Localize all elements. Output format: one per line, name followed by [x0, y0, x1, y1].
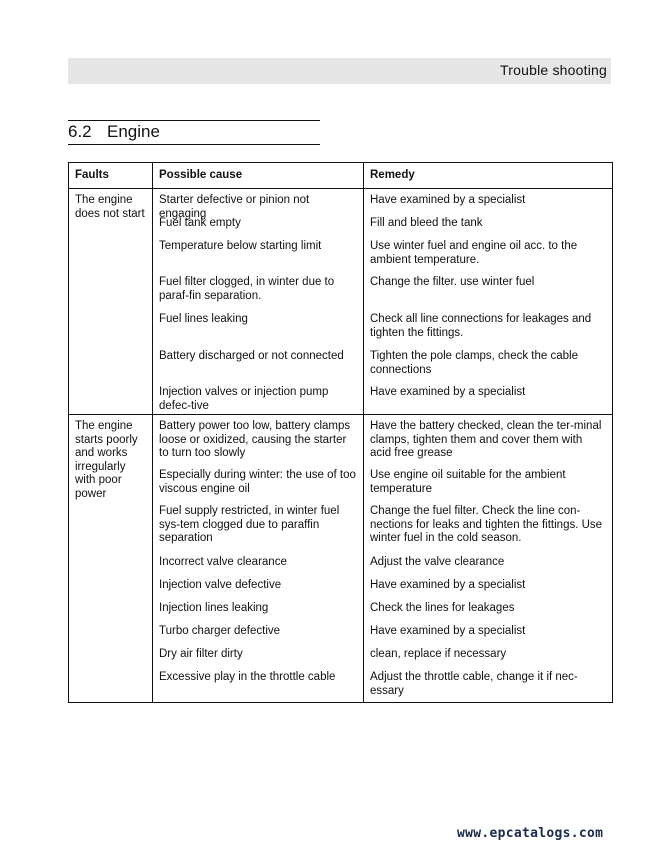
table-row: [69, 415, 613, 703]
remedy: Use engine oil suitable for the ambient temperature: [370, 469, 566, 495]
possible-cause: Injection lines leaking: [159, 602, 269, 614]
possible-cause: Fuel filter clogged, in winter due to paraf-fin separation.: [159, 276, 335, 302]
column-header-cause: Possible cause: [153, 163, 364, 189]
possible-cause: Injection valves or injection pump defec-tive: [159, 386, 329, 412]
remedy-cell: [364, 415, 613, 703]
remedy: Use winter fuel and engine oil acc. to the ambient temperature.: [370, 240, 578, 266]
possible-cause: Fuel supply restricted, in winter fuel sys-tem clogged due to paraffin separation: [159, 505, 340, 544]
remedy: Change the filter. use winter fuel: [370, 276, 535, 288]
possible-cause: Turbo charger defective: [159, 625, 281, 637]
section-number: 6.2: [68, 122, 92, 141]
table-row: [69, 189, 613, 415]
remedy: Adjust the valve clearance: [370, 556, 505, 568]
remedy: Check all line connections for leakages and tighten the fittings.: [370, 313, 592, 339]
remedy-cell: [364, 189, 613, 415]
remedy: Have examined by a specialist: [370, 625, 526, 637]
fault-cell: [69, 415, 153, 703]
column-header-remedy: Remedy: [364, 163, 613, 189]
page-header-band: [68, 58, 611, 84]
remedy: Have the battery checked, clean the ter-minal clamps, tighten them and cover them with acid free grease: [370, 420, 602, 459]
fault-text: The engine does not start: [75, 194, 145, 220]
possible-cause: Incorrect valve clearance: [159, 556, 287, 568]
possible-cause: Fuel lines leaking: [159, 313, 248, 325]
fault-cell: [69, 189, 153, 415]
possible-cause: Battery power too low, battery clamps loose or oxidized, causing the starter to turn too slowly: [159, 420, 351, 459]
section-rule-top: [68, 120, 320, 121]
section-heading: [68, 122, 160, 142]
column-header-faults: Faults: [69, 163, 153, 189]
remedy: Have examined by a specialist: [370, 579, 526, 591]
cause-cell: [153, 415, 364, 703]
troubleshooting-table: [68, 162, 613, 703]
remedy: Adjust the throttle cable, change it if nec-essary: [370, 671, 578, 697]
fault-text: The engine starts poorly and works irregularly with poor power: [75, 420, 138, 500]
possible-cause: Especially during winter: the use of too viscous engine oil: [159, 469, 356, 495]
table-header-row: [69, 163, 613, 189]
possible-cause: Temperature below starting limit: [159, 240, 322, 252]
possible-cause: Battery discharged or not connected: [159, 350, 344, 362]
section-rule-bottom: [68, 144, 320, 145]
chapter-title: Trouble shooting: [500, 62, 607, 78]
possible-cause: Starter defective or pinion not engaging: [159, 194, 310, 220]
remedy: Have examined by a specialist: [370, 386, 526, 398]
section-title: Engine: [107, 122, 160, 141]
possible-cause: Injection valve defective: [159, 579, 282, 591]
remedy: clean, replace if necessary: [370, 648, 507, 660]
remedy: Have examined by a specialist: [370, 194, 526, 206]
possible-cause: Excessive play in the throttle cable: [159, 671, 336, 683]
remedy: Fill and bleed the tank: [370, 217, 483, 229]
remedy: Change the fuel filter. Check the line con-nections for leaks and tighten the fittings. Use winter fuel in the cold season.: [370, 505, 603, 544]
remedy: Check the lines for leakages: [370, 602, 515, 614]
footer-watermark: www.epcatalogs.com: [457, 826, 604, 841]
remedy: Tighten the pole clamps, check the cable connections: [370, 350, 578, 376]
cause-cell: [153, 189, 364, 415]
possible-cause: Fuel tank empty: [159, 217, 241, 229]
possible-cause: Dry air filter dirty: [159, 648, 243, 660]
